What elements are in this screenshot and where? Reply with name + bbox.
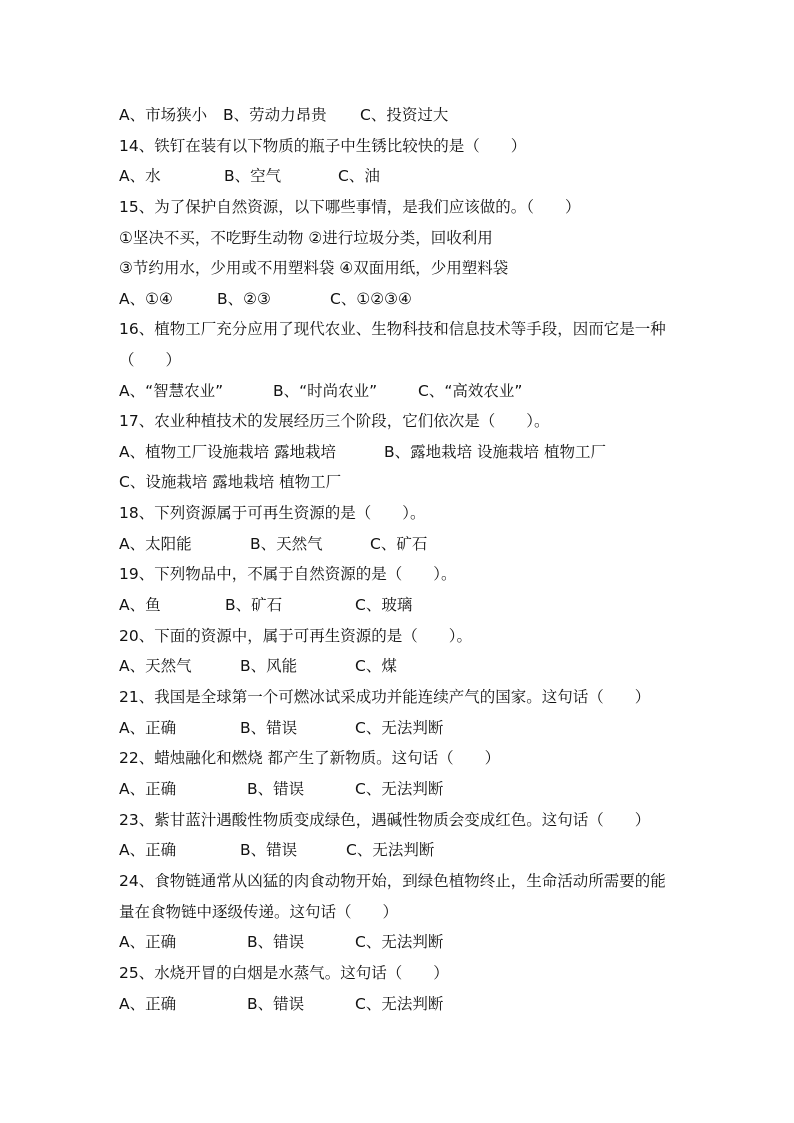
- answer-option: A、正确: [119, 780, 177, 798]
- answer-option: C、无法判断: [355, 995, 444, 1013]
- question-text: 15、为了保护自然资源，以下哪些事情，是我们应该做的。（ ）: [119, 198, 581, 216]
- answer-option: C、无法判断: [355, 933, 444, 951]
- question-text: ①坚决不买，不吃野生动物 ②进行垃圾分类，回收利用: [119, 229, 493, 247]
- answer-option: C、油: [338, 167, 380, 185]
- answer-option: C、矿石: [370, 535, 428, 553]
- answer-option: C、“高效农业”: [418, 382, 523, 400]
- answer-option: A、市场狭小: [119, 106, 208, 124]
- answer-option: B、天然气: [250, 535, 323, 553]
- question-text: 18、下列资源属于可再生资源的是（ ）。: [119, 504, 426, 522]
- question-text: 20、下面的资源中，属于可再生资源的是（ ）。: [119, 627, 472, 645]
- answer-option: B、错误: [247, 780, 305, 798]
- answer-option: B、错误: [247, 933, 305, 951]
- question-text: （ ）: [119, 351, 182, 369]
- question-text: 19、下列物品中，不属于自然资源的是（ ）。: [119, 565, 457, 583]
- answer-option: A、“智慧农业”: [119, 382, 224, 400]
- question-text: 24、食物链通常从凶猛的肉食动物开始，到绿色植物终止，生命活动所需要的能: [119, 872, 666, 890]
- question-text: ③节约用水，少用或不用塑料袋 ④双面用纸，少用塑料袋: [119, 259, 509, 277]
- answer-option: A、植物工厂设施栽培 露地栽培: [119, 443, 337, 461]
- answer-option: C、无法判断: [355, 780, 444, 798]
- answer-option: B、矿石: [225, 596, 283, 614]
- answer-option: C、①②③④: [330, 290, 412, 308]
- question-text: 21、我国是全球第一个可燃冰试采成功并能连续产气的国家。这句话（ ）: [119, 688, 651, 706]
- answer-option: A、鱼: [119, 596, 161, 614]
- answer-option: A、正确: [119, 995, 177, 1013]
- question-text: 量在食物链中逐级传递。这句话（ ）: [119, 903, 399, 921]
- question-text: 16、植物工厂充分应用了现代农业、生物科技和信息技术等手段，因而它是一种: [119, 320, 666, 338]
- answer-option: A、正确: [119, 719, 177, 737]
- answer-option: B、风能: [240, 657, 298, 675]
- question-text: 25、水烧开冒的白烟是水蒸气。这句话（ ）: [119, 964, 449, 982]
- answer-option: B、②③: [217, 290, 271, 308]
- question-text: 22、蜡烛融化和燃烧 都产生了新物质。这句话（ ）: [119, 749, 501, 767]
- answer-option: A、天然气: [119, 657, 192, 675]
- question-text: 23、紫甘蓝汁遇酸性物质变成绿色，遇碱性物质会变成红色。这句话（ ）: [119, 811, 651, 829]
- answer-option: C、无法判断: [346, 841, 435, 859]
- answer-option: B、错误: [247, 995, 305, 1013]
- answer-option: B、露地栽培 设施栽培 植物工厂: [384, 443, 606, 461]
- answer-option: C、无法判断: [355, 719, 444, 737]
- answer-option: B、劳动力昂贵: [223, 106, 327, 124]
- answer-option: B、错误: [240, 841, 298, 859]
- answer-option: C、投资过大: [360, 106, 449, 124]
- answer-option: A、水: [119, 167, 161, 185]
- answer-option: C、煤: [355, 657, 397, 675]
- answer-option: A、正确: [119, 933, 177, 951]
- answer-option: B、“时尚农业”: [273, 382, 378, 400]
- answer-option: B、错误: [240, 719, 298, 737]
- answer-option: A、正确: [119, 841, 177, 859]
- question-text: 17、农业种植技术的发展经历三个阶段，它们依次是（ ）。: [119, 412, 550, 430]
- answer-option: A、①④: [119, 290, 173, 308]
- answer-option: A、太阳能: [119, 535, 192, 553]
- answer-option: B、空气: [224, 167, 282, 185]
- answer-option: C、玻璃: [355, 596, 413, 614]
- question-text: C、设施栽培 露地栽培 植物工厂: [119, 473, 342, 491]
- question-text: 14、铁钉在装有以下物质的瓶子中生锈比较快的是（ ）: [119, 137, 527, 155]
